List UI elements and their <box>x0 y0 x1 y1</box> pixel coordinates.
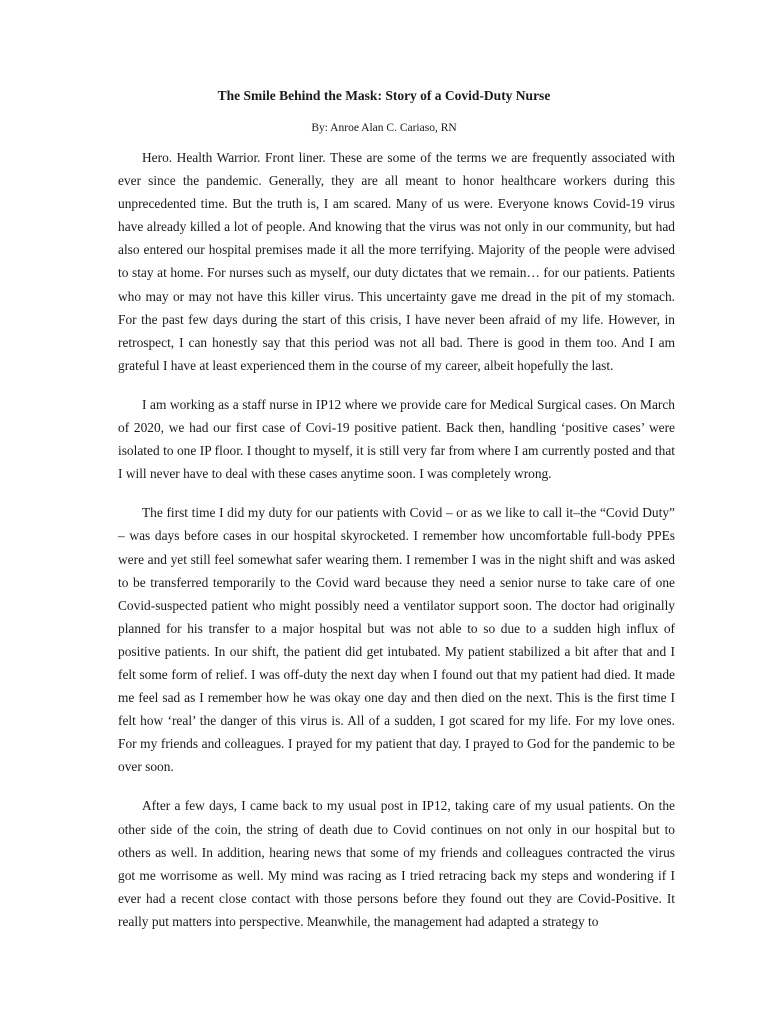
paragraph-3: The first time I did my duty for our patients with Covid – or as we like to call it–the “Covid Duty” – was days before cases in our hospital skyrocketed. I remember how uncomfortable full-body PPEs were and yet still feel somewhat safer wearing them. I remember I was in the night shift and was asked to be transferred temporarily to the Covid ward because they need a senior nurse to take care of one Covid-suspected patient who might possibly need a ventilator support soon. The doctor had originally planned for his transfer to a major hospital but was not able to so due to a sudden high influx of positive patients. In our shift, the patient did get intubated. My patient stabilized a bit after that and I felt some form of relief. I was off-duty the next day when I found out that my patient had died. It made me feel sad as I remember how he was okay one day and then died on the next. This is the first time I felt how ‘real’ the danger of this virus is. All of a sudden, I got scared for my life. For my love ones. For my friends and colleagues. I prayed for my patient that day. I prayed to God for the pandemic to be over soon. <box>118 505 675 775</box>
document-body <box>118 146 675 949</box>
author-byline: By: Anroe Alan C. Cariaso, RN <box>311 122 457 134</box>
document-title: The Smile Behind the Mask: Story of a Covid-Duty Nurse <box>217 88 551 103</box>
paragraph-2: I am working as a staff nurse in IP12 where we provide care for Medical Surgical cases. On March of 2020, we had our first case of Covi-19 positive patient. Back then, handling ‘positive cases’ were isolated to one IP floor. I thought to myself, it is still very far from where I am currently posted and that I will never have to deal with these cases anytime soon. I was completely wrong. <box>118 396 675 482</box>
paragraph-1: Hero. Health Warrior. Front liner. These are some of the terms we are frequently associated with ever since the pandemic. Generally, they are all meant to honor healthcare workers during this unprecedented time. But the truth is, I am scared. Many of us were. Everyone knows Covid-19 virus have already killed a lot of people. And knowing that the virus was not only in our community, but had also entered our hospital premises made it all the more terrifying. Majority of the people were advised to stay at home. For nurses such as myself, our duty dictates that we remain… for our patients. Patients who may or may not have this killer virus. This uncertainty gave me dread in the pit of my stomach. For the past few days during the start of this crisis, I have never been afraid of my life. However, in retrospect, I can honestly say that this period was not all bad. There is good in them too. And I am grateful I have at least experienced them in the course of my career, albeit hopefully the last. <box>118 150 675 373</box>
paragraph-4: After a few days, I came back to my usual post in IP12, taking care of my usual patients. On the other side of the coin, the string of death due to Covid continues on not only in our hospital but to others as well. In addition, hearing news that some of my friends and colleagues contracted the virus got me worrisome as well. My mind was racing as I tried retracing back my steps and wondering if I ever had a recent close contact with those persons before they found out they are Covid-Positive. It really put matters into perspective. Meanwhile, the management had adapted a strategy to <box>118 798 675 929</box>
